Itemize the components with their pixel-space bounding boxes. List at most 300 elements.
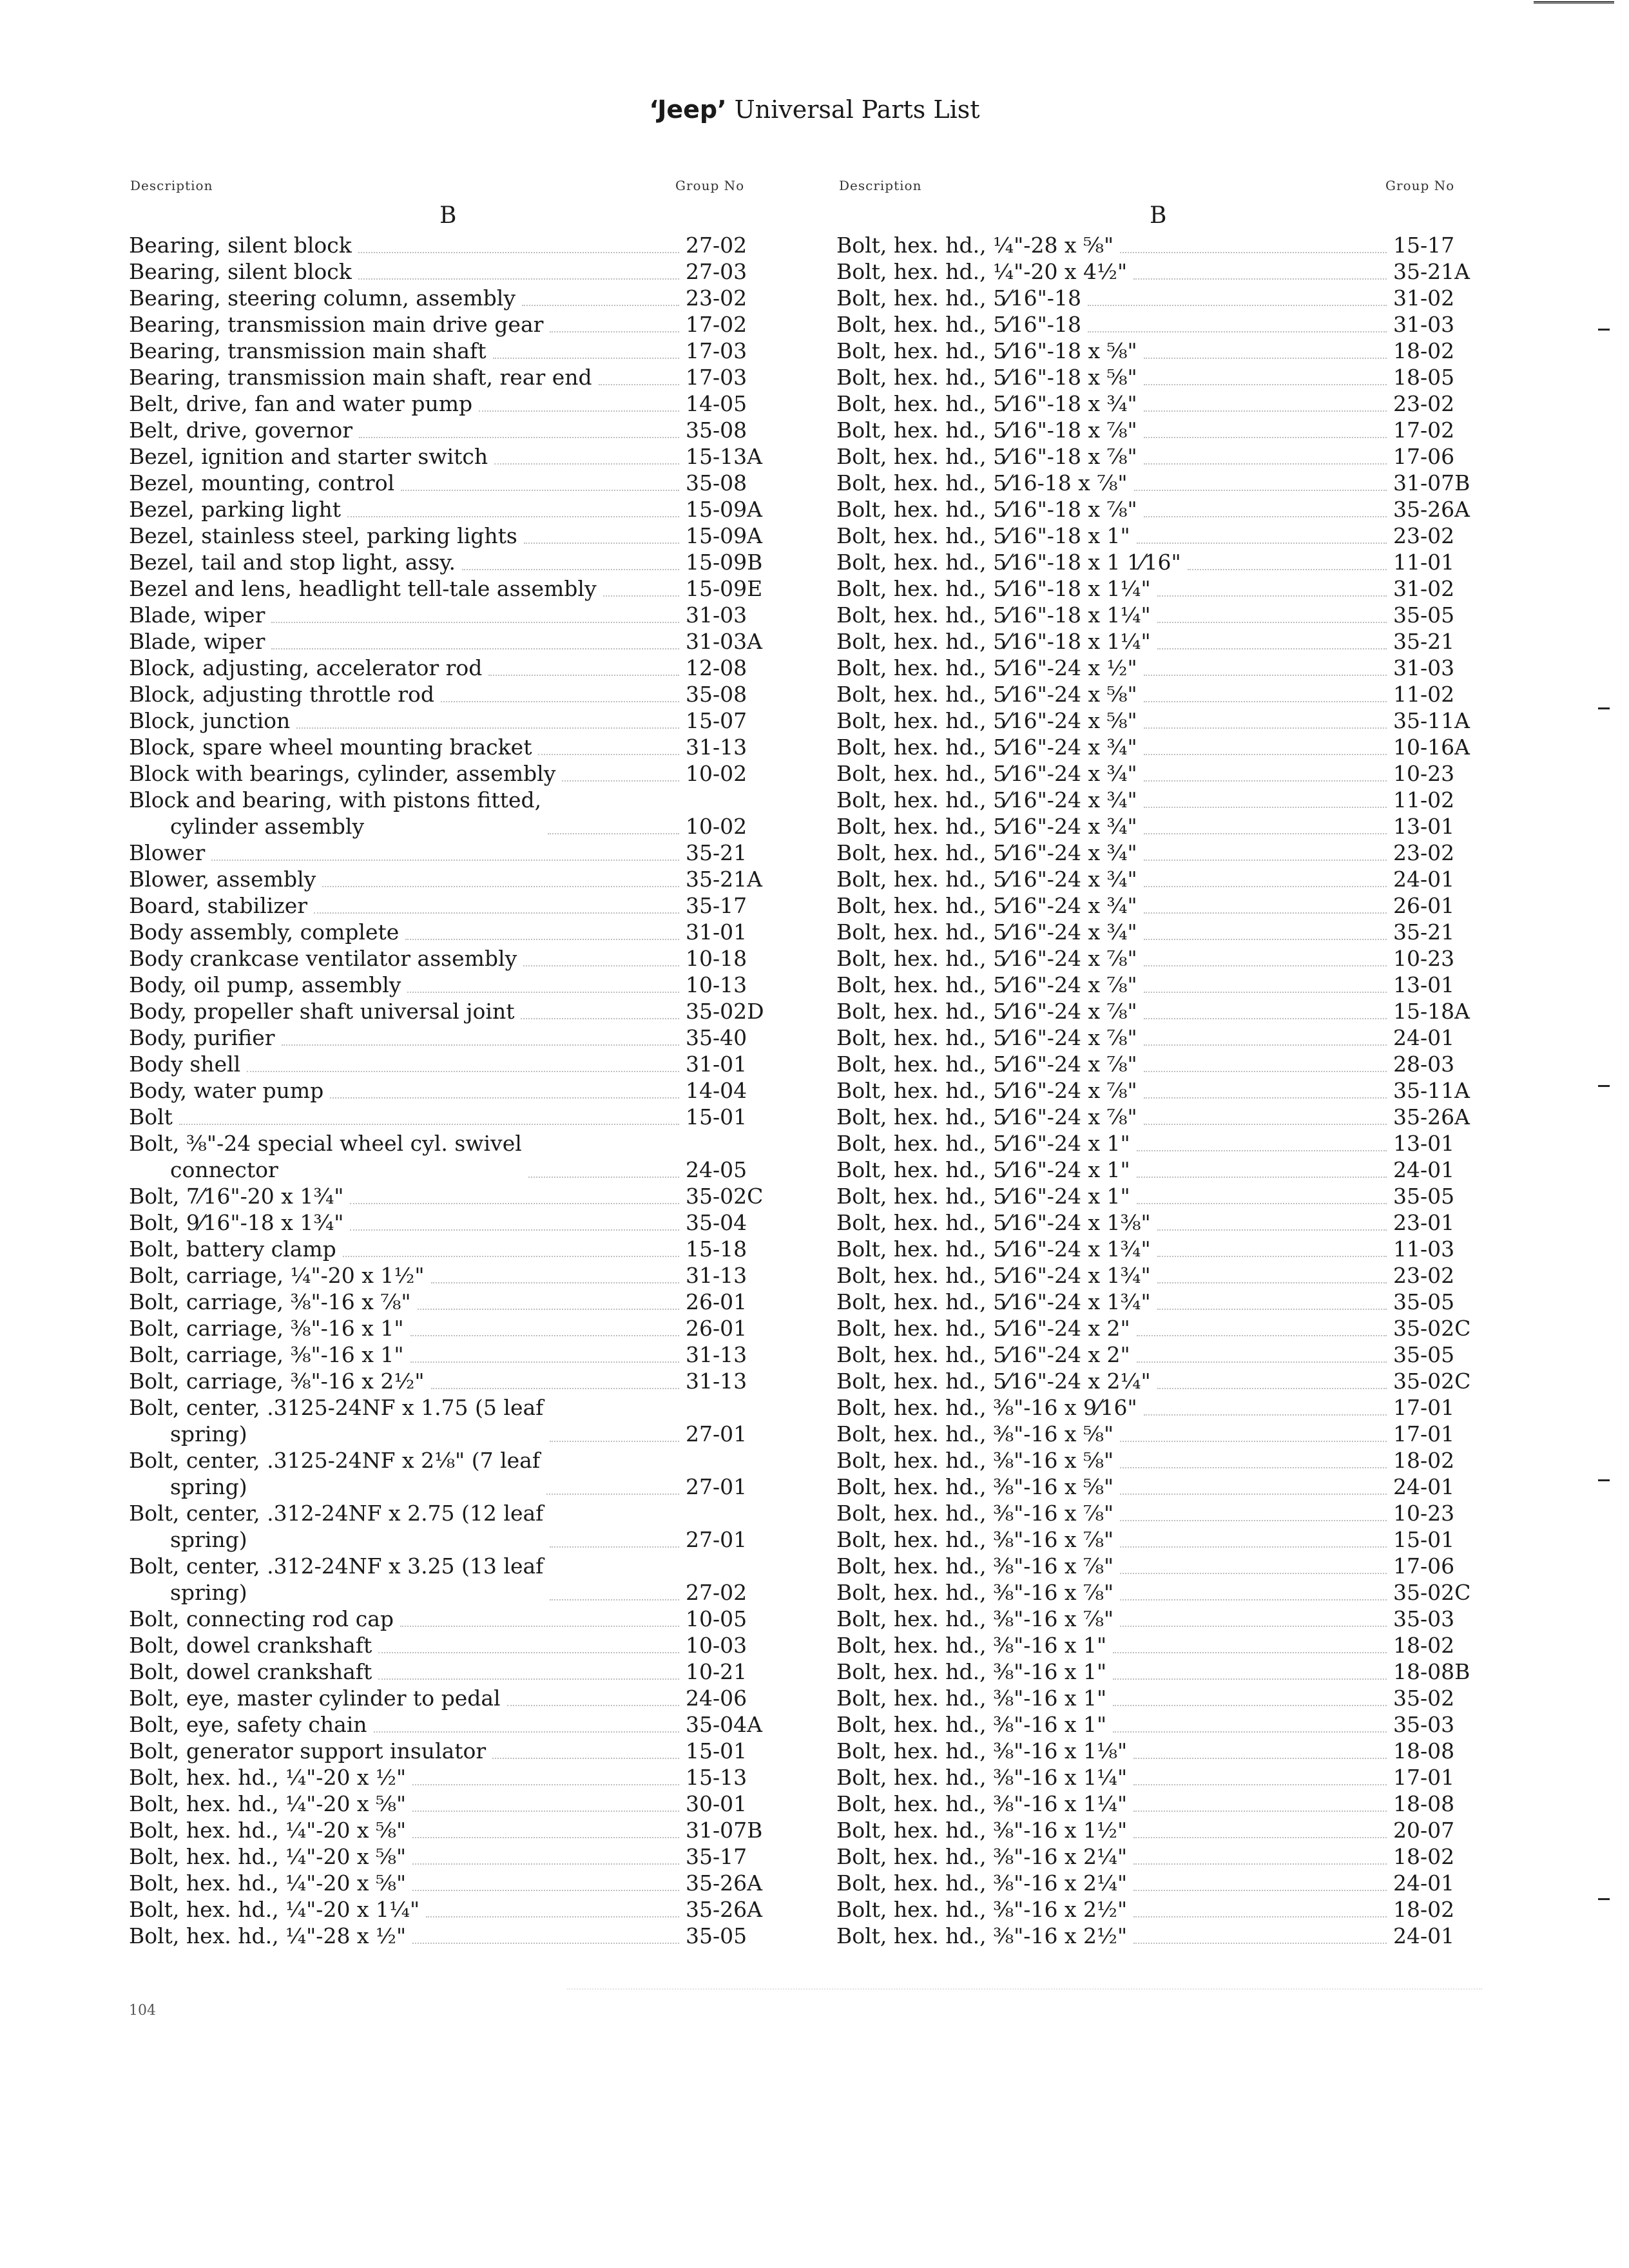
- group-number: 17-01: [1393, 1421, 1455, 1446]
- part-description: [836, 998, 1137, 1024]
- part-description-line: Bolt, hex. hd., 5⁄16"-18 x 1¼": [836, 629, 1151, 654]
- dot-leader: [1137, 1177, 1387, 1178]
- part-description: [836, 390, 1137, 417]
- dot-leader: [1120, 1520, 1387, 1521]
- part-entry: [129, 575, 786, 602]
- group-number: 35-21A: [686, 867, 762, 892]
- part-entry: [129, 919, 786, 945]
- part-description: [836, 1289, 1151, 1315]
- part-entry: [836, 443, 1494, 470]
- group-number: 35-05: [1393, 1289, 1455, 1314]
- group-number: 15-09E: [686, 576, 763, 601]
- group-number: 26-01: [686, 1316, 747, 1341]
- group-number: 31-02: [1393, 285, 1455, 311]
- part-description: [836, 1051, 1137, 1077]
- part-description: [836, 232, 1113, 258]
- part-description: [836, 787, 1137, 813]
- top-rule-secondary: [1534, 3, 1614, 4]
- part-description-line: Bolt, 7⁄16"-20 x 1¾": [129, 1184, 344, 1209]
- part-description-line: Bolt, 9⁄16"-18 x 1¾": [129, 1210, 344, 1235]
- group-number: 17-02: [686, 312, 747, 337]
- part-description-line: Bolt, hex. hd., 5⁄16"-24 x ⅞": [836, 1052, 1137, 1077]
- group-number: 24-01: [1393, 1474, 1455, 1499]
- group-number: 35-08: [686, 418, 747, 443]
- group-number: 10-05: [686, 1606, 747, 1631]
- part-description: [129, 760, 555, 787]
- part-description: [836, 1764, 1127, 1791]
- group-number: 35-21A: [1393, 259, 1470, 284]
- part-description-line: Bolt, hex. hd., ¼"-20 x ⅝": [129, 1791, 407, 1816]
- part-description-line: Bolt, hex. hd., ¼"-20 x ⅝": [129, 1870, 407, 1896]
- part-description-line: Bolt, hex. hd., 5⁄16"-24 x ¾": [836, 735, 1137, 760]
- part-entry: [836, 602, 1494, 628]
- part-description: [836, 1157, 1130, 1183]
- part-description: [836, 1711, 1106, 1738]
- part-description-line: Body shell: [129, 1052, 241, 1077]
- page-title-brand: ‘Jeep’: [649, 95, 727, 124]
- part-entry: [129, 1024, 786, 1051]
- part-entry: [836, 575, 1494, 602]
- margin-mark: [1598, 1479, 1610, 1481]
- group-number: 24-05: [686, 1157, 747, 1182]
- part-description-line: Block and bearing, with pistons fitted,: [129, 787, 542, 812]
- group-number: 18-08: [1393, 1791, 1455, 1816]
- group-number: 31-01: [686, 1052, 747, 1077]
- part-entry: [836, 1923, 1494, 1949]
- part-entry: [836, 1791, 1494, 1817]
- part-description-line: Bolt, hex. hd., 5⁄16"-24 x 2": [836, 1342, 1130, 1367]
- part-entry: [836, 734, 1494, 760]
- part-entry: [129, 866, 786, 892]
- part-description: [836, 311, 1081, 338]
- part-description: [129, 919, 399, 945]
- part-entry: [836, 1289, 1494, 1315]
- part-entry: [836, 1183, 1494, 1209]
- part-description: [129, 998, 514, 1024]
- dot-leader: [405, 939, 679, 940]
- dot-leader: [358, 252, 679, 253]
- part-description: [836, 892, 1137, 919]
- dot-leader: [488, 675, 679, 676]
- group-number: 20-07: [1393, 1818, 1455, 1843]
- part-entry: [836, 1341, 1494, 1368]
- part-description-line: Bolt, hex. hd., 5⁄16"-24 x ⅞": [836, 1078, 1137, 1103]
- dot-leader: [431, 1388, 679, 1389]
- group-number: 23-02: [1393, 391, 1455, 416]
- group-number: 12-08: [686, 655, 747, 680]
- group-number: 27-01: [686, 1527, 747, 1552]
- dot-leader: [378, 1678, 679, 1680]
- part-entry: [129, 1685, 786, 1711]
- part-description: [129, 470, 394, 496]
- dot-leader: [1157, 1229, 1387, 1231]
- part-description-line: Bolt, hex. hd., 5⁄16"-24 x ½": [836, 655, 1137, 680]
- part-entry: [129, 628, 786, 655]
- part-entry: [129, 1606, 786, 1632]
- group-number: 17-06: [1393, 1553, 1455, 1579]
- group-number: 10-03: [686, 1633, 747, 1658]
- part-entry: [129, 549, 786, 575]
- dot-leader: [1088, 331, 1387, 332]
- part-description: [129, 258, 352, 285]
- part-description: [836, 549, 1181, 575]
- part-entry: [129, 258, 786, 285]
- part-description-line: Bolt, hex. hd., 5⁄16"-24 x 2": [836, 1316, 1130, 1341]
- part-description-line: Bolt, hex. hd., 5⁄16"-18 x ⅞": [836, 418, 1137, 443]
- group-number: 35-21: [686, 840, 747, 865]
- margin-mark: [1598, 1085, 1610, 1087]
- left-description-header: Description: [130, 178, 213, 193]
- part-entry: [129, 707, 786, 734]
- dot-leader: [1137, 1361, 1387, 1363]
- part-entry: [836, 311, 1494, 338]
- dot-leader: [343, 1256, 679, 1257]
- group-number: 10-23: [1393, 946, 1455, 971]
- dot-leader: [523, 965, 679, 966]
- dot-leader: [359, 437, 679, 438]
- page-number: 104: [129, 2003, 156, 2019]
- dot-leader: [350, 1203, 679, 1204]
- part-description: [836, 1606, 1113, 1632]
- group-number: 35-11A: [1393, 708, 1470, 733]
- part-description-line: Bolt, hex. hd., 5⁄16"-18 x ⅞": [836, 444, 1137, 469]
- dot-leader: [1144, 701, 1387, 702]
- part-entry: [129, 1553, 786, 1606]
- part-description: [836, 760, 1137, 787]
- part-description: [129, 338, 487, 364]
- part-entry: [836, 998, 1494, 1024]
- dot-leader: [1133, 1784, 1387, 1785]
- part-description-line: Block, junction: [129, 708, 291, 733]
- part-entry: [836, 1764, 1494, 1791]
- part-entry: [129, 1077, 786, 1104]
- part-description-line: Bolt, hex. hd., ⅜"-16 x ⅞": [836, 1580, 1114, 1605]
- group-number: 35-05: [1393, 1184, 1455, 1209]
- part-entry: [836, 1500, 1494, 1526]
- part-entry: [836, 1843, 1494, 1870]
- dot-leader: [418, 1309, 679, 1310]
- part-description-line: Blade, wiper: [129, 629, 265, 654]
- group-number: 24-01: [1393, 1923, 1455, 1948]
- dot-leader: [347, 516, 679, 517]
- part-description-line: Bolt, hex. hd., ⅜"-16 x 1": [836, 1712, 1107, 1737]
- group-number: 11-03: [1393, 1236, 1455, 1262]
- dot-leader: [1120, 252, 1387, 253]
- group-number: 24-01: [1393, 1025, 1455, 1050]
- part-entry: [836, 1157, 1494, 1183]
- part-description: [836, 1341, 1130, 1368]
- part-description-line: Bolt, hex. hd., ⅜"-16 x ⅞": [836, 1606, 1114, 1631]
- part-entry: [836, 813, 1494, 840]
- group-number: 31-02: [1393, 576, 1455, 601]
- part-entry: [129, 1447, 786, 1500]
- part-entry: [836, 1209, 1494, 1236]
- dot-leader: [211, 860, 679, 861]
- part-entry: [836, 1394, 1494, 1421]
- part-entry: [129, 1870, 786, 1896]
- group-number: 35-17: [686, 893, 747, 918]
- group-number: 18-05: [1393, 365, 1455, 390]
- dot-leader: [1120, 1467, 1387, 1468]
- part-entry: [836, 1526, 1494, 1553]
- group-number: 31-13: [686, 1342, 747, 1367]
- part-description-line: Bolt, hex. hd., 5⁄16"-18 x 1¼": [836, 602, 1151, 628]
- top-rule: [1534, 1, 1614, 3]
- dot-leader: [412, 1784, 679, 1785]
- part-description-line: Bearing, transmission main shaft: [129, 338, 487, 363]
- part-description-line: Belt, drive, fan and water pump: [129, 391, 473, 416]
- group-number: 31-07B: [1393, 470, 1470, 495]
- part-description: [129, 866, 316, 892]
- dot-leader: [410, 1361, 679, 1363]
- part-description-line: Bolt, hex. hd., ¼"-20 x 1¼": [129, 1897, 420, 1922]
- group-number: 10-23: [1393, 761, 1455, 786]
- part-description: [129, 1209, 343, 1236]
- part-description: [129, 390, 472, 417]
- dot-leader: [1144, 1414, 1387, 1416]
- part-entry: [836, 945, 1494, 972]
- part-description-line: Bolt, hex. hd., 5⁄16"-24 x ⅝": [836, 682, 1137, 707]
- dot-leader: [401, 490, 679, 491]
- group-number: 35-02D: [686, 999, 764, 1024]
- dot-leader: [330, 1097, 679, 1099]
- part-entry: [129, 1104, 786, 1130]
- part-description: [129, 1817, 406, 1843]
- part-entry: [836, 1553, 1494, 1579]
- part-entry: [129, 760, 786, 787]
- part-entry: [836, 1870, 1494, 1896]
- part-description-line: Block, spare wheel mounting bracket: [129, 735, 532, 760]
- part-description: [129, 1289, 411, 1315]
- group-number: 11-01: [1393, 550, 1455, 575]
- group-number: 15-18: [686, 1236, 747, 1262]
- part-description: [836, 575, 1151, 602]
- part-description-line: Bolt, hex. hd., ⅜"-16 x ⅝": [836, 1448, 1114, 1473]
- group-number: 35-05: [1393, 1342, 1455, 1367]
- part-entry: [129, 1341, 786, 1368]
- group-number: 35-26A: [1393, 497, 1470, 522]
- part-description-line: Bolt, carriage, ⅜"-16 x 1": [129, 1316, 404, 1341]
- part-description: [836, 1315, 1130, 1341]
- part-entry: [129, 1209, 786, 1236]
- group-number: 15-09B: [686, 550, 763, 575]
- dot-leader: [1144, 463, 1387, 465]
- group-number: 18-02: [1393, 1897, 1455, 1922]
- dot-leader: [1137, 1203, 1387, 1204]
- part-description: [836, 1896, 1127, 1923]
- group-number: 13-01: [1393, 972, 1455, 997]
- part-description-line: Bolt, hex. hd., ⅜"-16 x 1": [836, 1633, 1107, 1658]
- part-description: [836, 1817, 1127, 1843]
- part-description-line: Bolt, hex. hd., 5⁄16"-24 x 1": [836, 1157, 1130, 1182]
- dot-leader: [1133, 1863, 1387, 1865]
- part-description-line: Bolt, hex. hd., ⅜"-16 x ⅝": [836, 1474, 1114, 1499]
- dot-leader: [1113, 1678, 1387, 1680]
- dot-leader: [1120, 1599, 1387, 1600]
- part-description-line: Bolt, hex. hd., ¼"-28 x ⅝": [836, 233, 1114, 258]
- dot-leader: [1088, 305, 1387, 306]
- dot-leader: [550, 1441, 679, 1442]
- part-description-line: Bolt, hex. hd., 5⁄16"-24 x 1": [836, 1131, 1130, 1156]
- part-description-line: Bolt, hex. hd., 5⁄16"-24 x ⅞": [836, 972, 1137, 997]
- dot-leader: [400, 1626, 679, 1627]
- dot-leader: [1157, 648, 1387, 649]
- dot-leader: [1113, 1652, 1387, 1653]
- group-number: 24-06: [686, 1686, 747, 1711]
- part-description: [129, 549, 456, 575]
- group-number: 35-03: [1393, 1712, 1455, 1737]
- group-number: 17-06: [1393, 444, 1455, 469]
- dot-leader: [426, 1916, 679, 1917]
- part-description: [836, 258, 1127, 285]
- part-entry: [836, 866, 1494, 892]
- dot-leader: [322, 886, 679, 887]
- part-entry: [836, 1738, 1494, 1764]
- part-entry: [836, 760, 1494, 787]
- dot-leader: [603, 595, 679, 597]
- part-description: [129, 285, 516, 311]
- part-description: [836, 1262, 1151, 1289]
- part-description-line: Bolt, hex. hd., ⅜"-16 x 2¼": [836, 1844, 1128, 1869]
- part-description-line: Bolt, hex. hd., 5⁄16"-24 x ¾": [836, 787, 1137, 812]
- dot-leader: [524, 543, 679, 544]
- dot-leader: [378, 1652, 679, 1653]
- part-description-line: Bolt, hex. hd., 5⁄16"-24 x ⅞": [836, 1104, 1137, 1129]
- part-description: [836, 1843, 1127, 1870]
- group-number: 31-03: [1393, 655, 1455, 680]
- group-number: 11-02: [1393, 787, 1455, 812]
- part-entry: [129, 417, 786, 443]
- dot-leader: [1144, 860, 1387, 861]
- part-description-line: Body crankcase ventilator assembly: [129, 946, 517, 971]
- group-number: 23-01: [1393, 1210, 1455, 1235]
- part-entry: [836, 840, 1494, 866]
- part-description-line: Bolt, hex. hd., 5⁄16"-24 x ⅝": [836, 708, 1137, 733]
- part-entry: [129, 1368, 786, 1394]
- part-description: [129, 1870, 406, 1896]
- part-entry: [129, 1817, 786, 1843]
- part-description: [836, 1209, 1151, 1236]
- group-number: 23-02: [686, 285, 747, 311]
- dot-leader: [271, 622, 679, 623]
- group-number: 26-01: [686, 1289, 747, 1314]
- part-entry: [129, 1262, 786, 1289]
- part-description-line: Bolt, hex. hd., ⅜"-16 x 1": [836, 1659, 1107, 1684]
- group-number: 31-13: [686, 735, 747, 760]
- part-entry: [836, 1368, 1494, 1394]
- group-number: 35-02C: [686, 1184, 764, 1209]
- part-entry: [129, 1394, 786, 1447]
- right-description-header: Description: [839, 178, 922, 193]
- part-description-line: Bolt, hex. hd., ⅜"-16 x ⅝": [836, 1421, 1114, 1446]
- dot-leader: [350, 1229, 679, 1231]
- part-description-line: Bolt, carriage, ⅜"-16 x 1": [129, 1342, 404, 1367]
- part-entry: [129, 734, 786, 760]
- part-entry: [129, 1738, 786, 1764]
- part-description-line: Bolt, hex. hd., 5⁄16"-24 x 1¾": [836, 1289, 1151, 1314]
- part-entry: [836, 1051, 1494, 1077]
- part-entry: [129, 496, 786, 523]
- group-number: 35-26A: [686, 1897, 762, 1922]
- part-entry: [836, 707, 1494, 734]
- dot-leader: [1120, 1626, 1387, 1627]
- part-description: [129, 1738, 486, 1764]
- part-description-line: Bolt, hex. hd., ⅜"-16 x 9⁄16": [836, 1395, 1137, 1420]
- group-number: 35-02: [1393, 1686, 1455, 1711]
- part-entry: [836, 1474, 1494, 1500]
- dot-leader: [550, 1599, 679, 1600]
- part-description-line: Belt, drive, governor: [129, 418, 353, 443]
- group-number: 15-01: [686, 1104, 747, 1129]
- group-number: 15-01: [1393, 1527, 1455, 1552]
- part-description-continuation: spring): [170, 1474, 247, 1499]
- part-entry: [836, 1024, 1494, 1051]
- dot-leader: [1157, 1309, 1387, 1310]
- part-description-line: Blower, assembly: [129, 867, 316, 892]
- part-entry: [836, 892, 1494, 919]
- dot-leader: [1144, 675, 1387, 676]
- group-number: 15-01: [686, 1738, 747, 1763]
- group-number: 11-02: [1393, 682, 1455, 707]
- group-number: 31-03A: [686, 629, 762, 654]
- part-entry: [836, 681, 1494, 707]
- part-entry: [836, 1447, 1494, 1474]
- part-description: [836, 866, 1137, 892]
- dot-leader: [522, 305, 679, 306]
- dot-leader: [1133, 278, 1387, 280]
- dot-leader: [431, 1282, 679, 1283]
- part-description: [129, 1394, 543, 1447]
- part-entry: [836, 787, 1494, 813]
- group-number: 24-01: [1393, 1157, 1455, 1182]
- dot-leader: [412, 1890, 679, 1891]
- dot-leader: [1144, 1018, 1387, 1019]
- part-description-line: Bezel and lens, headlight tell-tale assembly: [129, 576, 597, 601]
- part-description: [129, 787, 541, 840]
- dot-leader: [550, 331, 679, 332]
- part-description: [836, 602, 1151, 628]
- dot-leader: [494, 463, 679, 465]
- part-entry: [836, 1606, 1494, 1632]
- part-entry: [129, 1183, 786, 1209]
- part-entry: [129, 311, 786, 338]
- part-description: [836, 1077, 1137, 1104]
- part-description-continuation: connector: [170, 1157, 278, 1182]
- group-number: 17-01: [1393, 1765, 1455, 1790]
- dot-leader: [1120, 1573, 1387, 1574]
- part-description: [129, 707, 290, 734]
- part-description-line: Bolt, hex. hd., ⅜"-16 x 1⅛": [836, 1738, 1128, 1763]
- group-number: 31-01: [686, 919, 747, 945]
- dot-leader: [462, 569, 679, 570]
- part-entry: [129, 945, 786, 972]
- part-entry: [129, 1289, 786, 1315]
- part-description-line: Bolt, hex. hd., 5⁄16"-24 x ⅞": [836, 1025, 1137, 1050]
- part-description-line: Bolt, battery clamp: [129, 1236, 336, 1262]
- part-description-line: Bolt, dowel crankshaft: [129, 1659, 372, 1684]
- part-entry: [836, 549, 1494, 575]
- part-description-line: Bolt, center, .312-24NF x 2.75 (12 leaf: [129, 1501, 544, 1526]
- part-description: [836, 1130, 1130, 1157]
- part-entry: [129, 470, 786, 496]
- dot-leader: [407, 992, 679, 993]
- group-number: 18-08B: [1393, 1659, 1470, 1684]
- dot-leader: [1144, 1044, 1387, 1046]
- part-description-line: Bearing, silent block: [129, 233, 352, 258]
- part-description: [129, 1262, 425, 1289]
- group-number: 31-13: [686, 1369, 747, 1394]
- part-description-line: Bolt, hex. hd., 5⁄16"-24 x ⅞": [836, 999, 1137, 1024]
